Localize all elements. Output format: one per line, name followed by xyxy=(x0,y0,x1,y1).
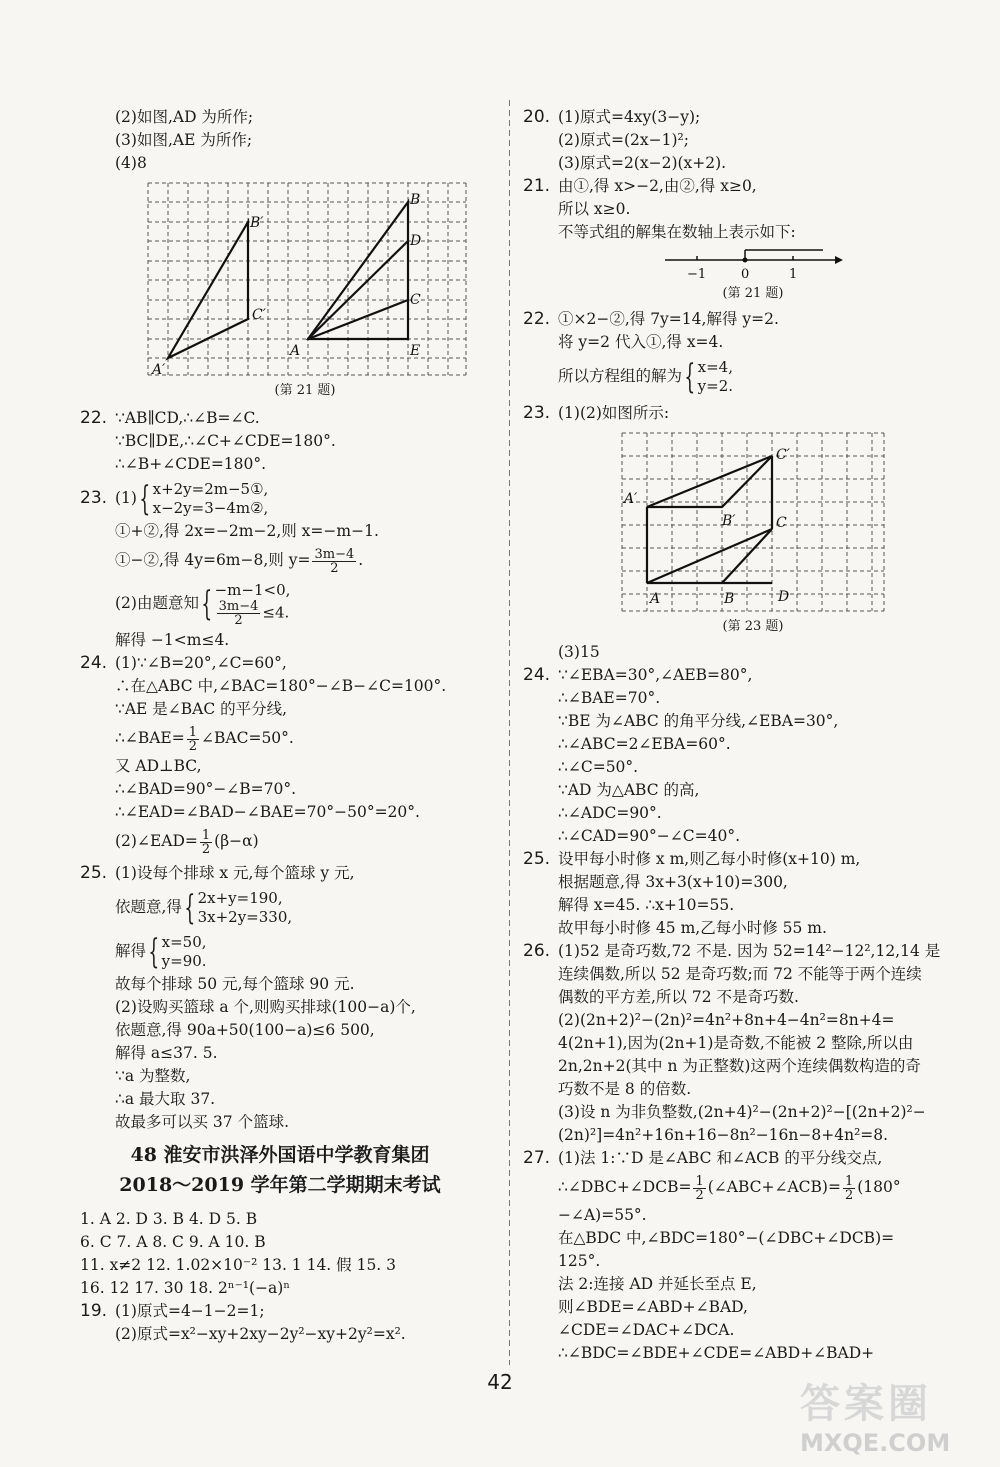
answer-row: 6. C 7. A 8. C 9. A 10. B xyxy=(80,1233,266,1251)
left-column xyxy=(80,98,480,1346)
answer-line: (3)15 xyxy=(558,643,600,661)
answer-line: (2)如图,AD 为所作; xyxy=(115,108,254,126)
exam-subtitle: 2018～2019 学年第二学期期末考试 xyxy=(119,1174,441,1196)
answer-line: 依题意,得 90a+50(100−a)≤6 500, xyxy=(115,1021,375,1039)
question-26: 26. (1)52 是奇巧数,72 不是. 因为 52=14²−12²,12,14 是 xyxy=(523,941,941,961)
answer-line: ∵a 为整数, xyxy=(115,1067,191,1085)
label-a: A xyxy=(290,343,301,359)
answer-line: ∴∠CAD=90°−∠C=40°. xyxy=(558,827,741,845)
label-e: E xyxy=(410,343,421,359)
answer-line: ∠CDE=∠DAC+∠DCA. xyxy=(558,1321,735,1339)
answer-line: (2)∠EAD= $\frac{1}{2}$ (β−α) xyxy=(115,827,259,857)
answer-line: ∴∠C=50°. xyxy=(558,758,639,776)
answer-line: 故最多可以买 37 个篮球. xyxy=(115,1113,290,1131)
answer-line: ①+②,得 2x=−2m−2,则 x=−m−1. xyxy=(115,522,379,540)
answer-line: (2)(2n+2)²−(2n)²=4n²+8n+4−4n²=8n+4= xyxy=(558,1011,895,1029)
exam-title: 48 淮安市洪泽外国语中学教育集团 xyxy=(130,1144,430,1166)
answer-line: ①−②,得 4y=6m−8,则 y= $\frac{3m-4}{2}$ . xyxy=(115,546,364,576)
answer-line: 则∠BDE=∠ABD+∠BAD, xyxy=(558,1298,748,1316)
answer-line: 解得 −1<m≤4. xyxy=(115,631,230,649)
answer-line: 在△BDC 中,∠BDC=180°−(∠DBC+∠DCB)= xyxy=(558,1229,895,1247)
answer-line: 偶数的平方差,所以 72 不是奇巧数. xyxy=(558,988,799,1006)
question-20: 20. (1)原式=4xy(3−y); xyxy=(523,107,701,127)
answer-line: (2)原式=(2x−1)²; xyxy=(558,131,689,149)
label-d: D xyxy=(778,589,790,605)
number-line-figure xyxy=(663,248,843,302)
question-23: 23. (1)(2)如图所示: xyxy=(523,403,670,423)
tick-label: 0 xyxy=(741,267,750,282)
answer-line: (3)设 n 为非负整数,(2n+4)²−(2n+2)²−[(2n+2)²− xyxy=(558,1103,926,1121)
answer-line: 将 y=2 代入①,得 x=4. xyxy=(558,333,724,351)
page-number: 42 xyxy=(487,1370,513,1394)
figure-21-left xyxy=(140,179,470,399)
label-a-prime: A′ xyxy=(624,491,638,507)
answer-line: ∵BC∥DE,∴∠C+∠CDE=180°. xyxy=(115,432,336,450)
figure-caption: (第 21 题) xyxy=(722,286,784,301)
answer-line: ∵AD 为△ABC 的高, xyxy=(558,781,700,799)
figure-caption: (第 21 题) xyxy=(274,383,336,398)
answer-line: 巧数不是 8 的倍数. xyxy=(558,1080,692,1098)
answer-line: ∴在△ABC 中,∠BAC=180°−∠B−∠C=100°. xyxy=(115,677,447,695)
answer-line: 所以方程组的解为{ x=4, y=2. xyxy=(558,357,734,397)
answer-line: (2)由题意知{ −m−1<0, $\frac{3m-4}{2}$ ≤4. xyxy=(115,581,291,628)
answer-line: ∴∠BAD=90°−∠B=70°. xyxy=(115,780,297,798)
answer-line: 解得{ x=50, y=90. xyxy=(115,932,207,972)
figure-caption: (第 23 题) xyxy=(722,619,784,634)
answer-line: 根据题意,得 3x+3(x+10)=300, xyxy=(558,873,788,891)
tick-label: −1 xyxy=(687,267,707,282)
answer-line: 解得 x=45. ∴x+10=55. xyxy=(558,896,735,914)
answer-line: 依题意,得{ 2x+y=190, 3x+2y=330, xyxy=(115,888,293,928)
label-b: B xyxy=(724,591,735,607)
answer-line: 125°. xyxy=(558,1252,601,1270)
answer-row: 11. x≠2 12. 1.02×10⁻² 13. 1 14. 假 15. 3 xyxy=(80,1256,397,1274)
tick-label: 1 xyxy=(789,267,798,282)
answer-line: 连续偶数,所以 52 是奇巧数;而 72 不能等于两个连续 xyxy=(558,965,922,983)
answer-line: (2)设购买篮球 a 个,则购买排球(100−a)个, xyxy=(115,998,416,1016)
number-line xyxy=(663,248,843,282)
question-21: 21. 由①,得 x>−2,由②,得 x≥0, xyxy=(523,176,757,196)
label-c: C xyxy=(410,292,421,308)
question-23: 23. (1){ x+2y=2m−5①, x−2y=3−4m②, xyxy=(80,479,269,519)
answer-line: ∴∠EAD=∠BAD−∠BAE=70°−50°=20°. xyxy=(115,803,420,821)
answer-line: 解得 a≤37. 5. xyxy=(115,1044,218,1062)
label-c-prime: C′ xyxy=(776,447,790,463)
label-c: C xyxy=(776,515,787,531)
answer-row: 16. 12 17. 30 18. 2ⁿ⁻¹(−a)ⁿ xyxy=(80,1279,291,1297)
answer-line: ∴∠BAE= $\frac{1}{2}$ ∠BAC=50°. xyxy=(115,724,294,754)
question-24: 24. ∵∠EBA=30°,∠AEB=80°, xyxy=(523,665,753,685)
answer-line: 故每个排球 50 元,每个篮球 90 元. xyxy=(115,975,355,993)
label-b: B xyxy=(410,192,421,208)
label-c-prime: C′ xyxy=(252,307,266,323)
answer-line: (2)原式=x²−xy+2xy−2y²−xy+2y²=x². xyxy=(115,1325,406,1343)
question-22: 22. ∵AB∥CD,∴∠B=∠C. xyxy=(80,408,260,428)
answer-line: 不等式组的解集在数轴上表示如下: xyxy=(558,223,796,241)
label-b-prime: B′ xyxy=(722,513,736,529)
answer-line: ∵BE 为∠ABC 的角平分线,∠EBA=30°, xyxy=(558,712,839,730)
label-d: D xyxy=(410,233,422,249)
answer-line: (2n)²]=4n²+16n+16−8n²−16n−8+4n²=8. xyxy=(558,1126,889,1144)
figure-23 xyxy=(618,429,888,635)
answer-line: ∴a 最大取 37. xyxy=(115,1090,216,1108)
answer-line: ∴∠B+∠CDE=180°. xyxy=(115,455,267,473)
answer-line: 所以 x≥0. xyxy=(558,200,631,218)
column-divider xyxy=(509,100,510,1365)
question-25: 25. 设甲每小时修 x m,则乙每小时修(x+10) m, xyxy=(523,849,861,869)
answer-line: ∴∠DBC+∠DCB= $\frac{1}{2}$ (∠ABC+∠ACB)= $\frac{1}{2}$ (180° xyxy=(558,1173,901,1203)
right-column xyxy=(523,98,953,1365)
answer-line: 2n,2n+2(其中 n 为正整数)这两个连续偶数构造的奇 xyxy=(558,1057,921,1075)
answer-line: ∴∠ADC=90°. xyxy=(558,804,662,822)
answer-line: (3)如图,AE 为所作; xyxy=(115,131,253,149)
label-a-prime: A′ xyxy=(152,362,166,378)
answer-line: 4(2n+1),因为(2n+1)是奇数,不能被 2 整除,所以由 xyxy=(558,1034,914,1052)
question-22: 22. ①×2−②,得 7y=14,解得 y=2. xyxy=(523,309,779,329)
label-b-prime: B′ xyxy=(250,215,264,231)
question-19: 19. (1)原式=4−1−2=1; xyxy=(80,1301,265,1321)
watermark-logo: 答案圈 MXQE.COM xyxy=(800,1381,951,1457)
answer-line: ∴∠ABC=2∠EBA=60°. xyxy=(558,735,731,753)
answer-line: 故甲每小时修 45 m,乙每小时修 55 m. xyxy=(558,919,827,937)
answer-line: ∴∠BAE=70°. xyxy=(558,689,661,707)
answer-line: 又 AD⊥BC, xyxy=(115,757,202,775)
answer-line: 法 2:连接 AD 并延长至点 E, xyxy=(558,1275,757,1293)
answer-line: ∵AE 是∠BAC 的平分线, xyxy=(115,700,288,718)
question-24: 24. (1)∵∠B=20°,∠C=60°, xyxy=(80,653,287,673)
grid-diagram xyxy=(618,429,888,615)
answer-line: −∠A)=55°. xyxy=(558,1206,647,1224)
question-27: 27. (1)法 1:∵D 是∠ABC 和∠ACB 的平分线交点, xyxy=(523,1148,883,1168)
answer-line: (4)8 xyxy=(115,154,147,172)
answer-line: ∴∠BDC=∠BDE+∠CDE=∠ABD+∠BAD+ xyxy=(558,1344,875,1362)
label-a: A xyxy=(650,591,661,607)
answer-line: (3)原式=2(x−2)(x+2). xyxy=(558,154,727,172)
answer-row: 1. A 2. D 3. B 4. D 5. B xyxy=(80,1210,258,1228)
grid-diagram xyxy=(140,179,470,379)
question-25: 25. (1)设每个排球 x 元,每个篮球 y 元, xyxy=(80,863,355,883)
